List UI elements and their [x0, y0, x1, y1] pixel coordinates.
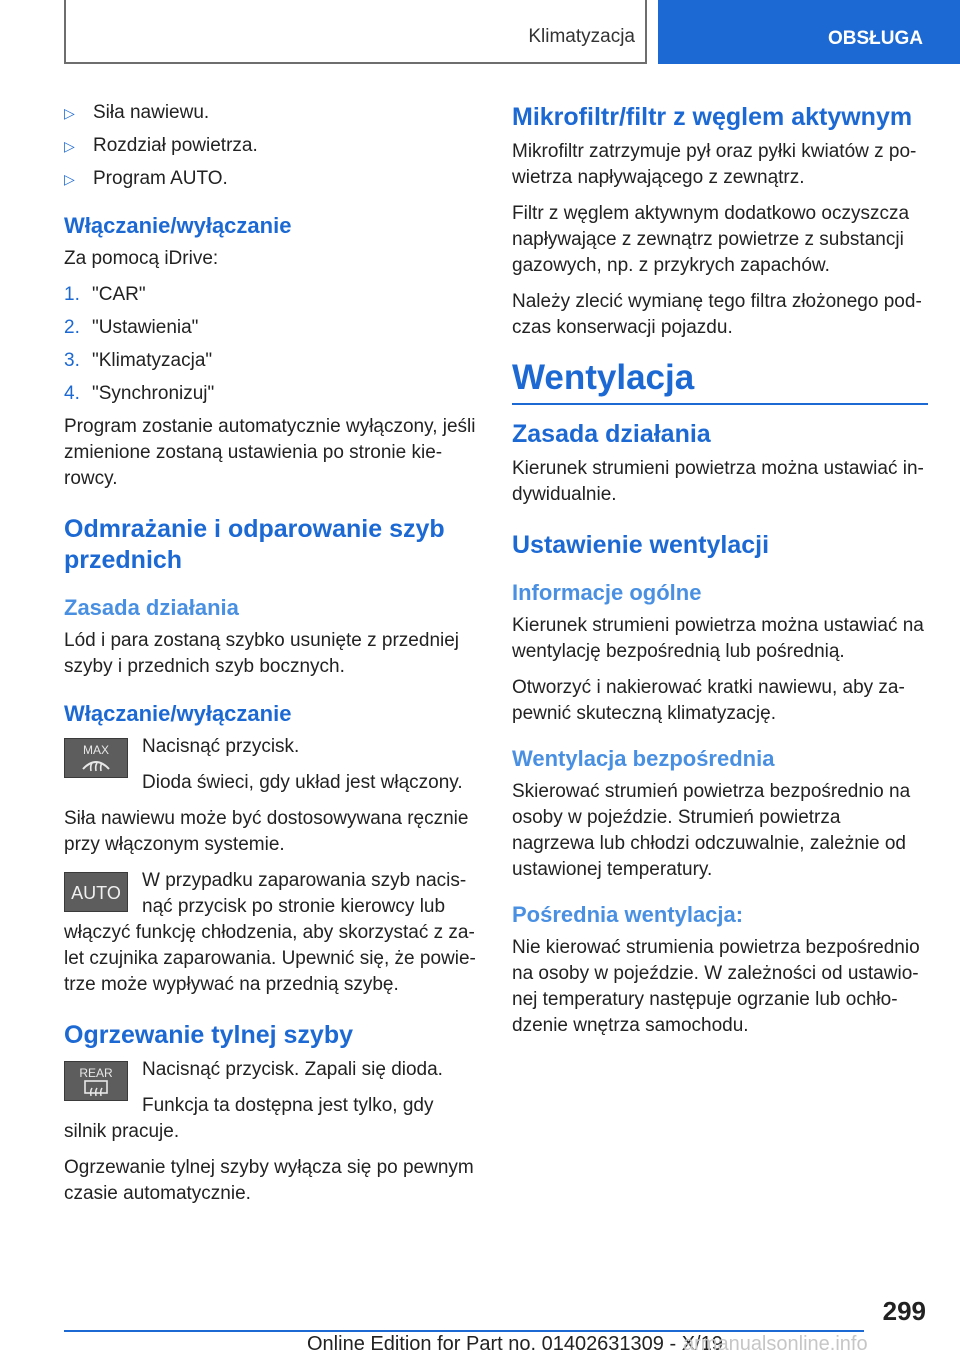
heading-principle: Zasada działania	[64, 595, 239, 620]
paragraph: Ogrzewanie tylnej szyby wyłącza się po pewnym czasie automatycznie.	[64, 1157, 474, 1204]
step-item: 1. "CAR"	[64, 284, 146, 305]
list-item: ▷ Siła nawiewu.	[64, 100, 478, 126]
paragraph: Skierować strumień powietrza bezpośrednio na osoby w pojeździe. Strumień powietrza nagrzewa lub chłodzi odczuwalnie, zależnie od ustawionej temperatury.	[512, 781, 911, 880]
max-defrost-row	[64, 734, 478, 806]
header-frame	[64, 0, 647, 64]
triangle-bullet-icon: ▷	[64, 171, 75, 187]
footer-divider	[64, 1330, 864, 1332]
triangle-bullet-icon: ▷	[64, 138, 75, 154]
paragraph: Filtr z węglem aktywnym dodatkowo oczyszcza napływające z zewnątrz powietrze z substancji gazowych, np. z przykrych zapachów.	[512, 203, 910, 276]
paragraph: Siła nawiewu może być dostosowywana ręcznie przy włączonym systemie.	[64, 808, 469, 855]
heading-direct-vent: Wentylacja bezpośrednia	[512, 746, 775, 771]
chapter-tab: OBSŁUGA	[658, 0, 960, 64]
heading-filter: Mikrofiltr/filtr z węglem aktywnym	[512, 103, 913, 131]
heading-onoff: Włączanie/wyłączanie	[64, 701, 292, 726]
paragraph: Otworzyć i nakierować kratki nawiewu, aby zapewnić skuteczną klimatyzację.	[512, 677, 905, 724]
rear-defrost-button-icon	[64, 1061, 128, 1101]
paragraph: Program zostanie automatycznie wyłączony, jeśli zmienione zostaną ustawienia po stronie kierowcy.	[64, 416, 476, 489]
heading-vent-setting: Ustawienie wentylacji	[512, 531, 770, 559]
paragraph: Za pomocą iDrive:	[64, 248, 219, 269]
step-item: 2. "Ustawienia"	[64, 317, 199, 338]
paragraph: Funkcja ta dostępna jest tylko, gdy silnik pracuje.	[64, 1095, 434, 1142]
max-defrost-button-icon	[64, 738, 128, 778]
auto-row	[64, 868, 478, 998]
rear-icon-label: REAR	[79, 1066, 113, 1080]
edition-note: Online Edition for Part no. 01402631309 - X/19	[307, 1333, 723, 1355]
heading-rear-heating: Ogrzewanie tylnej szyby	[64, 1021, 353, 1049]
watermark: armanualsonline.info	[683, 1333, 868, 1355]
rear-row	[64, 1057, 478, 1145]
paragraph: Nacisnąć przycisk. Zapali się dioda.	[142, 1059, 443, 1080]
heading-onoff: Włączanie/wyłączanie	[64, 213, 292, 238]
section-title: Klimatyzacja	[528, 26, 635, 47]
list-item: ▷ Rozdział powietrza.	[64, 133, 478, 159]
paragraph: Lód i para zostaną szybko usunięte z przedniej szyby i przednich szyb bocznych.	[64, 630, 460, 677]
step-item: 4. "Synchronizuj"	[64, 383, 215, 404]
max-icon-label: MAX	[82, 743, 110, 757]
step-item: 3. "Klimatyzacja"	[64, 350, 213, 371]
paragraph: Nacisnąć przycisk.	[142, 736, 300, 757]
heading-ventilation: Wentylacja	[512, 357, 928, 405]
paragraph: Nie kierować strumienia powietrza bezpośrednio na osoby w pojeździe. W zależności od ustawionej temperatury następuje ogrzanie lub ochłodzenie wnętrza samochodu.	[512, 937, 920, 1036]
auto-button-icon	[64, 872, 128, 912]
auto-icon-label: AUTO	[71, 883, 121, 903]
paragraph: Mikrofiltr zatrzymuje pył oraz pyłki kwiatów z powietrza napływającego z zewnątrz.	[512, 141, 917, 188]
heading-indirect-vent: Pośrednia wentylacja:	[512, 902, 744, 927]
page-number: 299	[882, 1296, 926, 1326]
left-column	[64, 100, 478, 1217]
paragraph: Należy zlecić wymianę tego filtra złożonego podczas konserwacji pojazdu.	[512, 291, 922, 338]
paragraph: W przypadku zaparowania szyb nacisnąć przycisk po stronie kierowcy lub włączyć funkcję chłodzenia, aby skorzystać z zalet czujnika zaparowania. Upewnić się, że powietrze może wypływać na przednią szybę.	[64, 870, 476, 995]
paragraph: Kierunek strumieni powietrza można ustawiać na wentylację bezpośrednią lub pośrednią.	[512, 615, 924, 662]
heading-defrost: Odmrażanie i odparowanie szyb przednich	[64, 515, 445, 574]
triangle-bullet-icon: ▷	[64, 105, 75, 121]
list-item: ▷ Program AUTO.	[64, 166, 478, 192]
right-column	[512, 100, 928, 1049]
heading-general-info: Informacje ogólne	[512, 580, 702, 605]
paragraph: Kierunek strumieni powietrza można ustawiać indywidualnie.	[512, 458, 924, 505]
paragraph: Dioda świeci, gdy układ jest włączony.	[142, 772, 463, 793]
heading-principle: Zasada działania	[512, 420, 711, 448]
